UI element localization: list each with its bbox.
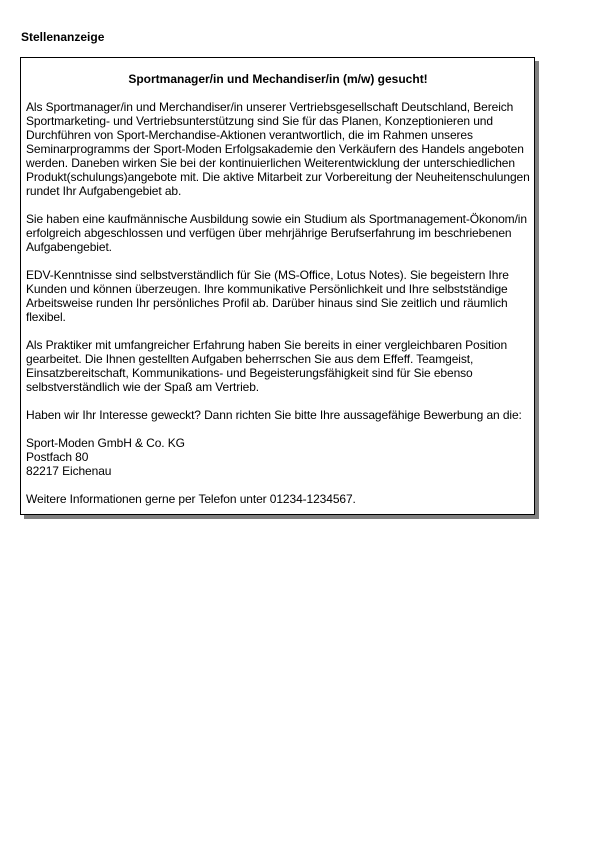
job-ad-title: Sportmanager/in und Mechandiser/in (m/w) gesucht! <box>128 72 428 86</box>
experience-paragraph: Als Praktiker mit umfangreicher Erfahrung haben Sie bereits in einer vergleichbaren Position gearbeitet. Die Ihnen gestellten Aufgaben beherrschen Sie aus dem Effeff. Teamgeist, Einsatzbereitschaft, Kommunikations- und Begeisterungsfähigkeit sind für Sie ebenso selbstverständlich wie der Spaß am Vertrieb. <box>26 338 508 394</box>
job-ad-box <box>20 57 535 515</box>
contact-info: Weitere Informationen gerne per Telefon unter 01234-1234567. <box>26 492 356 506</box>
address-city: 82217 Eichenau <box>26 464 112 478</box>
job-description-paragraph: Als Sportmanager/in und Merchandiser/in unserer Vertriebsgesellschaft Deutschland, Bereich Sportmarketing- und Vertriebsunterstützung sind Sie für das Planen, Konzeptionieren und Durchführen von Sport-Merchandise-Aktionen verantwortlich, die im Rahmen unseres Seminarprogramms der Sport-Moden Erfolgsakademie den Verkäufern des Handels angeboten werden. Daneben wirken Sie bei der kontinuierlichen Weiterentwicklung der unterschiedlichen Produkt(schulungs)angebote mit. Die aktive Mitarbeit zur Vorbereitung der Neuheitenschulungen rundet Ihr Aufgabengebiet ab. <box>26 100 530 198</box>
application-call-paragraph: Haben wir Ihr Interesse geweckt? Dann richten Sie bitte Ihre aussagefähige Bewerbung an die: <box>26 408 522 422</box>
document-heading: Stellenanzeige <box>21 30 105 44</box>
company-address <box>26 436 530 478</box>
qualifications-paragraph: Sie haben eine kaufmännische Ausbildung sowie ein Studium als Sportmanagement-Ökonom/in erfolgreich abgeschlossen und verfügen über mehrjährige Berufserfahrung im beschriebenen Aufgabengebiet. <box>26 212 527 254</box>
address-company: Sport-Moden GmbH & Co. KG <box>26 436 185 450</box>
address-postbox: Postfach 80 <box>26 450 89 464</box>
skills-paragraph: EDV-Kenntnisse sind selbstverständlich für Sie (MS-Office, Lotus Notes). Sie begeistern Ihre Kunden und können überzeugen. Ihre kommunikative Persönlichkeit und Ihre selbstständige Arbeitsweise runden Ihr persönliches Profil ab. Darüber hinaus sind Sie zeitlich und räumlich flexibel. <box>26 268 509 324</box>
